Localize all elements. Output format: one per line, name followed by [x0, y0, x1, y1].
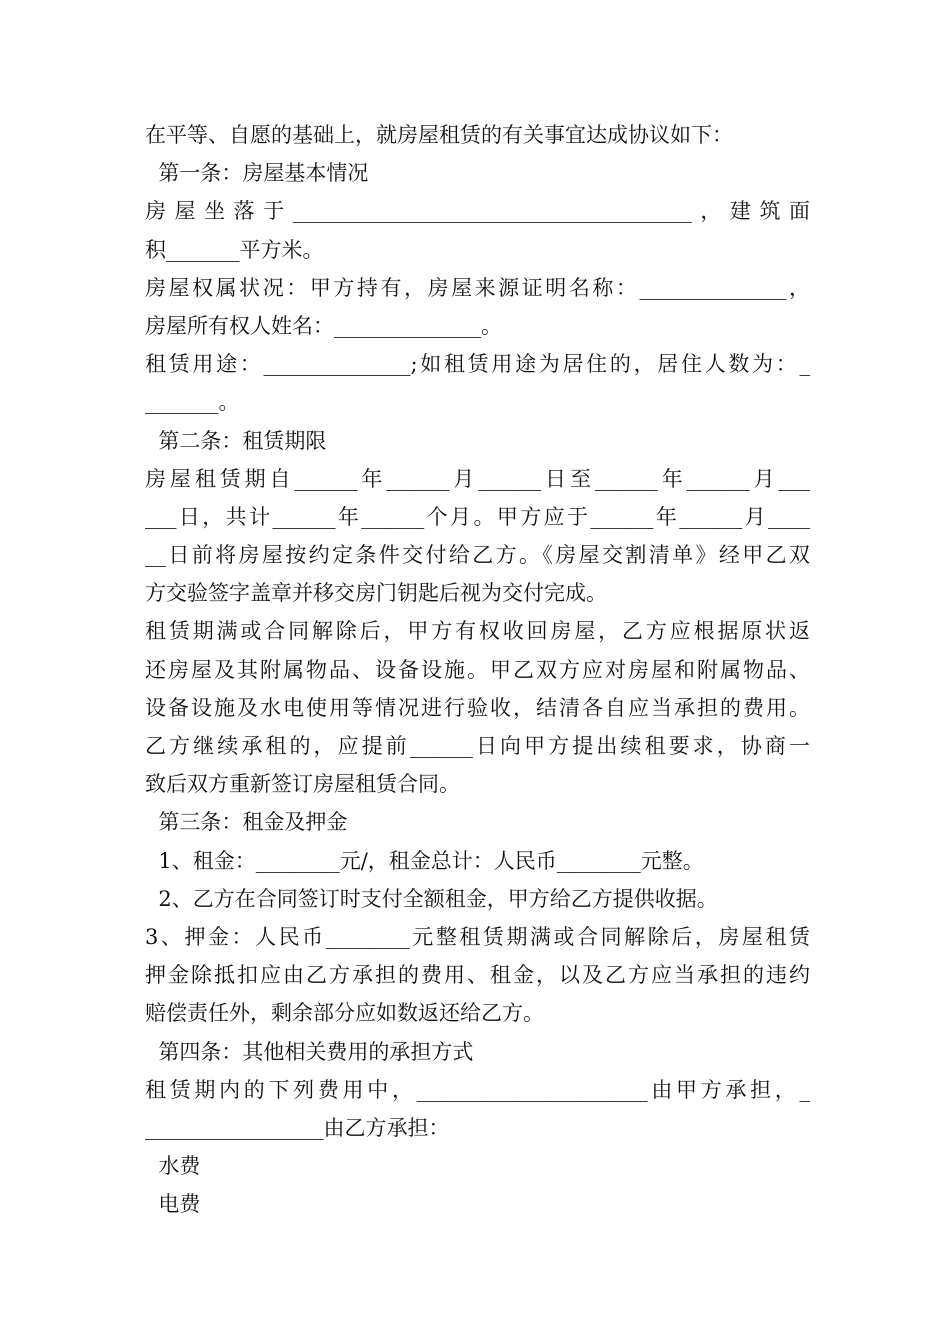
text-line: 押金除抵扣应由乙方承担的费用、租金，以及乙方应当承担的违约 [145, 963, 810, 988]
text-line: 租赁用途：______________;如租赁用途为居住的，居住人数为：_ [145, 352, 810, 377]
list-item-water-fee: 水费 [145, 1154, 201, 1179]
text-line: 赔偿责任外，剩余部分应如数返还给乙方。 [145, 1001, 544, 1026]
text-line: 设备设施及水电使用等情况进行验收，结清各自应当承担的费用。 [145, 695, 810, 720]
text-line: 1、租金：________元/，租金总计：人民币________元整。 [145, 848, 704, 873]
contract-body [145, 116, 810, 1223]
text-line: __日前将房屋按约定条件交付给乙方。《房屋交割清单》经甲乙双 [145, 543, 810, 568]
text-line: ___日，共计______年______个月。甲方应于______年______月____ [145, 504, 810, 529]
text-line: 租赁期内的下列费用中，______________________由甲方承担，_ [145, 1077, 810, 1102]
article-1-heading: 第一条：房屋基本情况 [145, 161, 369, 186]
text-line: 房屋所有权人姓名：______________。 [145, 313, 502, 338]
text-line: 房屋租赁期自______年______月______日至______年______月___ [145, 466, 810, 491]
text-line: 2、乙方在合同签订时支付全额租金，甲方给乙方提供收据。 [145, 886, 718, 911]
text-line: 租赁期满或合同解除后，甲方有权收回房屋，乙方应根据原状返 [145, 619, 810, 644]
list-item-electricity-fee: 电费 [145, 1192, 201, 1217]
text-line: 还房屋及其附属物品、设备设施。甲乙双方应对房屋和附属物品、 [145, 657, 810, 682]
text-line: 方交验签字盖章并移交房门钥匙后视为交付完成。 [145, 581, 607, 606]
article-3-heading: 第三条：租金及押金 [145, 810, 348, 835]
text-line: 积_______平方米。 [145, 237, 324, 262]
text-line: 房屋权属状况：甲方持有，房屋来源证明名称：______________， [145, 275, 810, 300]
text-line: 乙方继续承租的，应提前______日向甲方提出续租要求，协商一 [145, 734, 810, 758]
article-2-heading: 第二条：租赁期限 [145, 428, 327, 453]
intro-line: 在平等、自愿的基础上，就房屋租赁的有关事宜达成协议如下： [145, 123, 733, 147]
text-line: 房屋坐落于______________________________________，建筑面 [145, 199, 810, 224]
text-line: _________________由乙方承担： [145, 1115, 450, 1140]
text-line: 致后双方重新签订房屋租赁合同。 [145, 772, 460, 797]
article-4-heading: 第四条：其他相关费用的承担方式 [145, 1039, 474, 1064]
text-line: 3、押金：人民币________元整租赁期满或合同解除后，房屋租赁 [145, 924, 810, 949]
text-line: _______。 [145, 390, 240, 415]
